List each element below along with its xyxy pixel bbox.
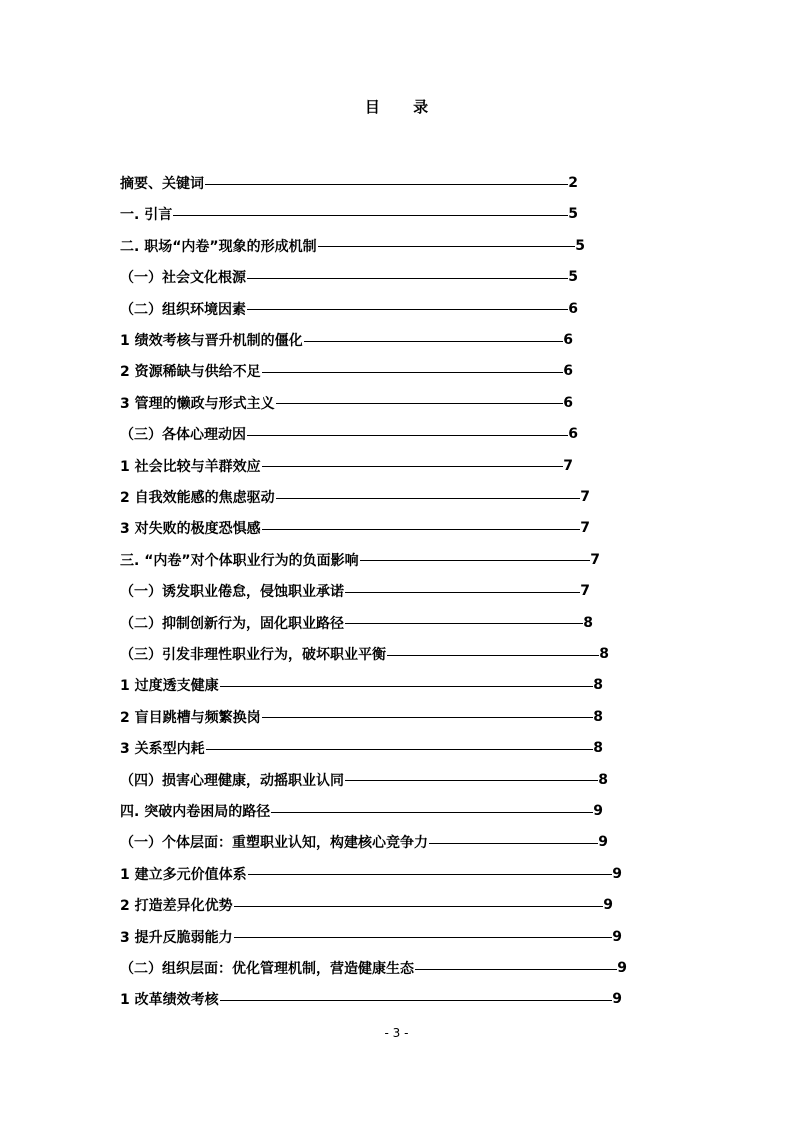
toc-entry-text: 1 改革绩效考核 <box>120 992 219 1009</box>
toc-leader-line <box>415 969 617 970</box>
toc-leader-line <box>318 246 576 247</box>
toc-entry-page: 6 <box>563 394 573 411</box>
toc-entry-page: 5 <box>568 206 578 223</box>
toc-entry-page: 8 <box>593 708 603 725</box>
toc-entry[interactable] <box>120 204 578 224</box>
toc-entry[interactable] <box>120 550 600 570</box>
toc-entry-text: （二）组织层面：优化管理机制，营造健康生态 <box>120 961 414 977</box>
toc-entry[interactable] <box>120 267 578 287</box>
toc-entry[interactable] <box>120 958 627 978</box>
toc-entry-text: 摘要、关键词 <box>120 176 204 192</box>
toc-entry-text: 2 盲目跳槽与频繁换岗 <box>120 709 261 726</box>
toc-entry-text: 1 过度透支健康 <box>120 678 219 695</box>
toc-leader-line <box>262 372 564 373</box>
toc-leader-line <box>276 403 564 404</box>
toc-leader-line <box>360 560 591 561</box>
toc-entry-page: 8 <box>599 646 609 662</box>
toc-entry-page: 9 <box>612 865 622 882</box>
toc-entry-page: 5 <box>568 269 578 286</box>
toc-leader-line <box>248 874 613 875</box>
toc-entry-text: （二）抑制创新行为，固化职业路径 <box>120 615 344 632</box>
toc-entry[interactable] <box>120 456 573 476</box>
toc-entry-text: 三. “内卷”对个体职业行为的负面影响 <box>120 552 359 569</box>
toc-leader-line <box>429 843 598 844</box>
toc-entry[interactable] <box>120 707 603 727</box>
toc-entry-text: （三）各体心理动因 <box>120 427 246 444</box>
toc-leader-line <box>247 278 568 279</box>
toc-entry-text: 1 建立多元价值体系 <box>120 866 247 883</box>
toc-entry-page: 9 <box>603 897 613 914</box>
toc-entry-text: 四. 突破内卷困局的路径 <box>120 804 271 820</box>
toc-entry-page: 9 <box>617 960 627 976</box>
toc-leader-line <box>262 466 564 467</box>
toc-entry-page: 9 <box>612 928 622 945</box>
toc-entry-page: 6 <box>563 363 573 380</box>
toc-leader-line <box>234 906 604 907</box>
toc-entry-text: （二）组织环境因素 <box>120 301 246 318</box>
toc-entry-page: 7 <box>580 489 590 505</box>
toc-entry-page: 8 <box>598 771 608 788</box>
toc-entry[interactable] <box>120 613 593 633</box>
toc-leader-line <box>345 623 583 624</box>
toc-leader-line <box>234 937 613 938</box>
toc-entry[interactable] <box>120 644 609 664</box>
toc-leader-line <box>220 686 594 687</box>
toc-leader-line <box>173 215 568 216</box>
toc-leader-line <box>262 717 594 718</box>
toc-entry[interactable] <box>120 393 573 413</box>
toc-entry-text: （一）个体层面：重塑职业认知，构建核心竞争力 <box>120 835 428 852</box>
toc-entry-text: 3 管理的懒政与形式主义 <box>120 395 275 412</box>
toc-entry[interactable] <box>120 581 590 601</box>
toc-entry-page: 7 <box>590 551 600 568</box>
toc-entry-page: 6 <box>563 332 573 348</box>
toc-entry[interactable] <box>120 864 622 884</box>
toc-entry-page: 8 <box>593 677 603 694</box>
toc-leader-line <box>276 498 581 499</box>
toc-leader-line <box>206 749 594 750</box>
toc-entry[interactable] <box>120 424 578 444</box>
toc-entry-page: 9 <box>612 991 622 1008</box>
toc-entry[interactable] <box>120 173 578 193</box>
toc-entry[interactable] <box>120 989 622 1009</box>
toc-entry[interactable] <box>120 518 590 538</box>
toc-entry-text: （四）损害心理健康，动摇职业认同 <box>120 772 344 789</box>
toc-entry-page: 8 <box>593 740 603 757</box>
toc-entry[interactable] <box>120 330 573 350</box>
toc-title: 目 录 <box>364 98 443 116</box>
toc-entry-page: 7 <box>580 583 590 600</box>
toc-entry[interactable] <box>120 895 613 915</box>
toc-leader-line <box>247 309 568 310</box>
toc-entry-text: 一. 引言 <box>120 207 173 224</box>
toc-entry-text: （一）诱发职业倦怠，侵蚀职业承诺 <box>120 584 344 601</box>
toc-entry-text: （一）社会文化根源 <box>120 270 246 287</box>
toc-entry-page: 5 <box>575 237 585 254</box>
page-number-footer: - 3 - <box>384 1026 409 1040</box>
toc-entry-page: 6 <box>568 300 578 317</box>
toc-leader-line <box>262 529 581 530</box>
toc-entry[interactable] <box>120 738 603 758</box>
toc-entry[interactable] <box>120 801 603 821</box>
toc-entry-page: 9 <box>593 803 603 819</box>
toc-leader-line <box>205 184 568 185</box>
toc-entry-text: 2 打造差异化优势 <box>120 898 233 915</box>
toc-entry[interactable] <box>120 832 608 852</box>
toc-entry-text: 1 社会比较与羊群效应 <box>120 458 261 475</box>
toc-entry-text: 3 关系型内耗 <box>120 741 205 758</box>
toc-leader-line <box>345 592 580 593</box>
toc-entry-text: 3 提升反脆弱能力 <box>120 929 233 946</box>
toc-entry-text: 1 绩效考核与晋升机制的僵化 <box>120 333 303 349</box>
toc-entry-page: 6 <box>568 426 578 443</box>
toc-entry[interactable] <box>120 675 603 695</box>
toc-leader-line <box>271 812 593 813</box>
toc-leader-line <box>247 435 568 436</box>
toc-entry-text: 二. 职场“内卷”现象的形成机制 <box>120 238 317 255</box>
toc-entry[interactable] <box>120 361 573 381</box>
toc-entry[interactable] <box>120 236 585 256</box>
toc-entry[interactable] <box>120 770 608 790</box>
toc-entry[interactable] <box>120 299 578 319</box>
toc-entry-page: 8 <box>583 614 593 631</box>
toc-leader-line <box>345 780 598 781</box>
toc-entry-text: 2 自我效能感的焦虑驱动 <box>120 490 275 506</box>
toc-entry-text: 2 资源稀缺与供给不足 <box>120 364 261 381</box>
toc-entry-page: 2 <box>568 175 578 191</box>
toc-leader-line <box>387 655 599 656</box>
toc-entry-text: （三）引发非理性职业行为，破坏职业平衡 <box>120 647 386 663</box>
toc-entry[interactable] <box>120 487 590 507</box>
toc-leader-line <box>220 1000 613 1001</box>
toc-entry[interactable] <box>120 927 622 947</box>
toc-leader-line <box>304 341 564 342</box>
toc-entry-page: 9 <box>598 834 608 851</box>
toc-entry-page: 7 <box>563 457 573 474</box>
toc-entry-page: 7 <box>580 520 590 537</box>
toc-entry-text: 3 对失败的极度恐惧感 <box>120 521 261 538</box>
